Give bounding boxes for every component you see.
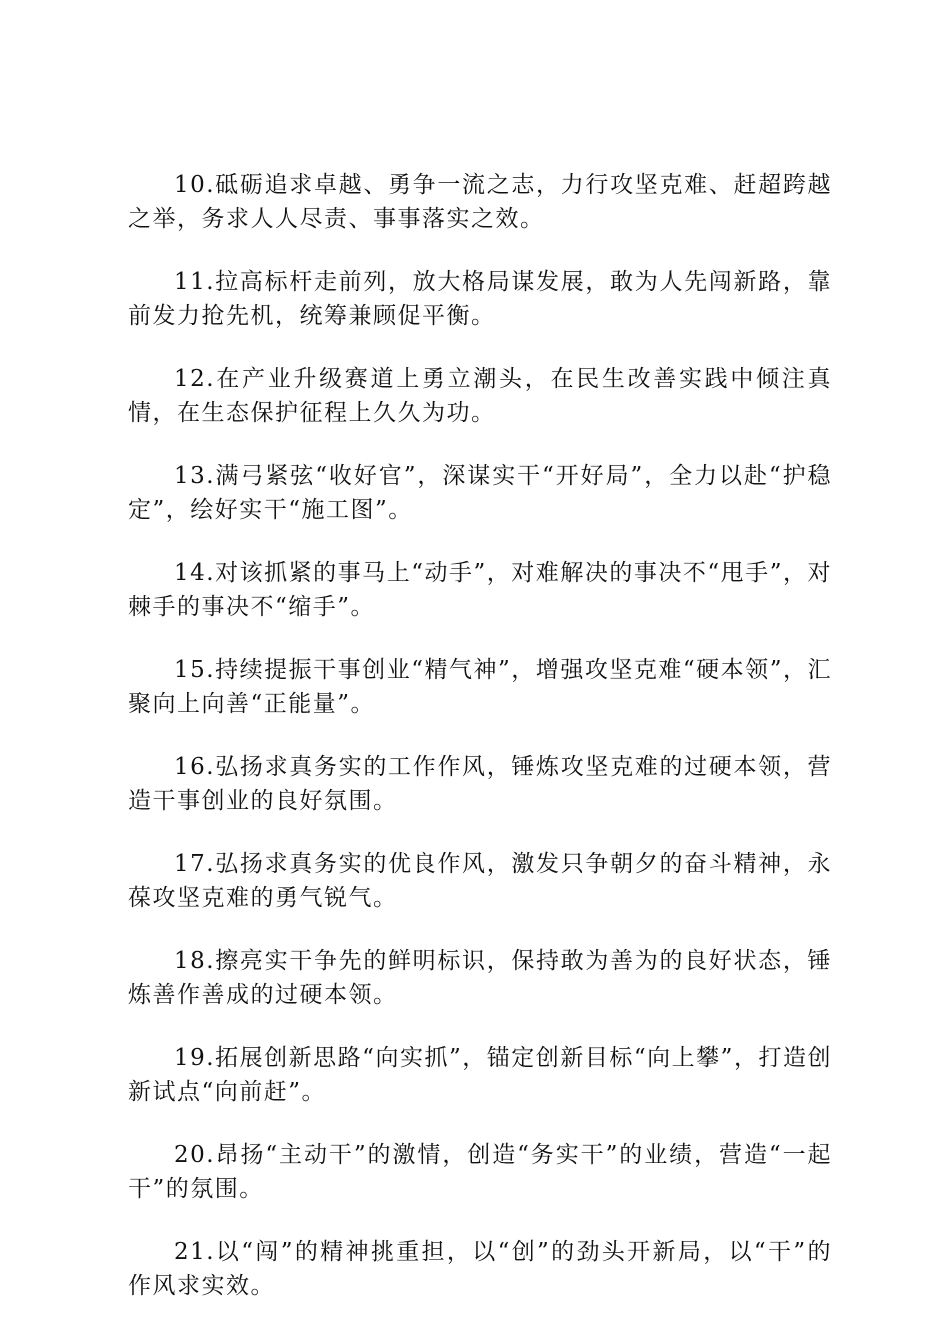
paragraph-18: 18.擦亮实干争先的鲜明标识，保持敢为善为的良好状态，锤炼善作善成的过硬本领。 [128,948,832,1008]
paragraph-19: 19.拓展创新思路“向实抓”，锚定创新目标“向上攀”，打造创新试点“向前赶”。 [128,1045,832,1105]
paragraph-14: 14.对该抓紧的事马上“动手”，对难解决的事决不“甩手”，对棘手的事决不“缩手”。 [128,560,832,620]
paragraph-15: 15.持续提振干事创业“精气神”，增强攻坚克难“硬本领”，汇聚向上向善“正能量”。 [128,657,832,717]
paragraph-12: 12.在产业升级赛道上勇立潮头，在民生改善实践中倾注真情，在生态保护征程上久久为功。 [128,366,832,426]
paragraph-21: 21.以“闯”的精神挑重担，以“创”的劲头开新局，以“干”的作风求实效。 [128,1239,832,1299]
paragraph-13: 13.满弓紧弦“收好官”，深谋实干“开好局”，全力以赴“护稳定”，绘好实干“施工图”。 [128,463,832,523]
paragraph-20: 20.昂扬“主动干”的激情，创造“务实干”的业绩，营造“一起干”的氛围。 [128,1142,832,1202]
document-body [128,168,832,1332]
paragraph-17: 17.弘扬求真务实的优良作风，激发只争朝夕的奋斗精神，永葆攻坚克难的勇气锐气。 [128,851,832,911]
paragraph-10: 10.砥砺追求卓越、勇争一流之志，力行攻坚克难、赶超跨越之举，务求人人尽责、事事落实之效。 [128,172,832,232]
paragraph-11: 11.拉高标杆走前列，放大格局谋发展，敢为人先闯新路，靠前发力抢先机，统筹兼顾促平衡。 [128,269,832,329]
paragraph-16: 16.弘扬求真务实的工作作风，锤炼攻坚克难的过硬本领，营造干事创业的良好氛围。 [128,754,832,814]
